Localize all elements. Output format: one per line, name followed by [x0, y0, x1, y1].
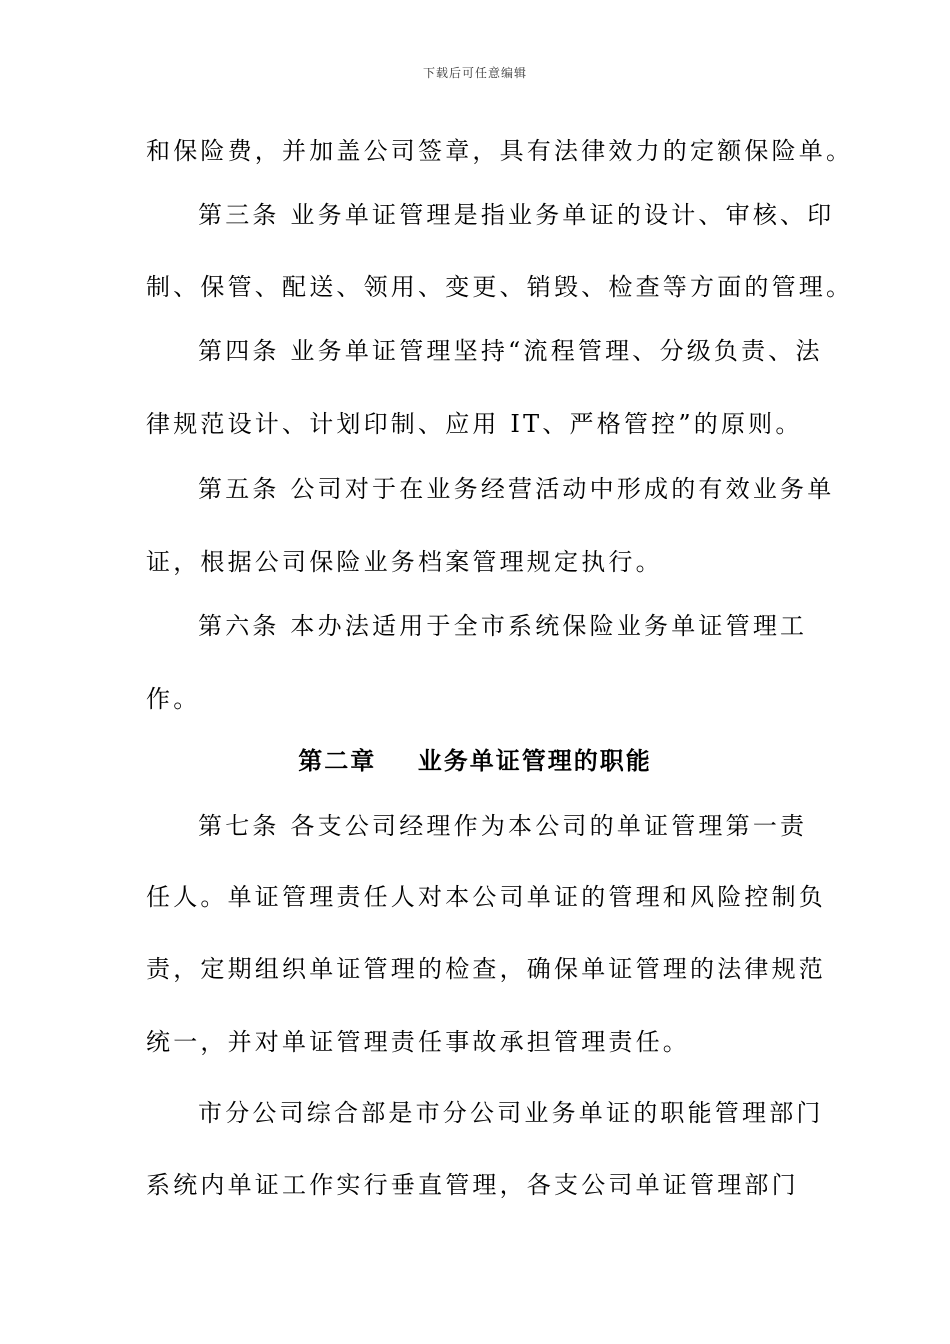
article-5-line: 第五条 公司对于在业务经营活动中形成的有效业务单 [198, 475, 835, 503]
chapter-heading: 第二章 业务单证管理的职能 [298, 746, 652, 775]
paragraph-line: 统一，并对单证管理责任事故承担管理责任。 [146, 1028, 690, 1056]
article-4-line: 第四条 业务单证管理坚持“流程管理、分级负责、法 [198, 337, 823, 365]
paragraph-line: 任人。单证管理责任人对本公司单证的管理和风险控制负 [146, 883, 826, 911]
paragraph-line: 制、保管、配送、领用、变更、销毁、检查等方面的管理。 [146, 273, 854, 301]
paragraph-line: 律规范设计、计划印制、应用 IT、严格管控”的原则。 [146, 410, 803, 438]
article-6-line: 第六条 本办法适用于全市系统保险业务单证管理工 [198, 612, 808, 640]
paragraph-line: 作。 [146, 685, 201, 713]
page-header: 下载后可任意编辑 [422, 66, 527, 80]
paragraph-line: 和保险费，并加盖公司签章，具有法律效力的定额保险单。 [146, 137, 854, 165]
paragraph-line: 系统内单证工作实行垂直管理，各支公司单证管理部门 [146, 1171, 799, 1199]
article-7-line: 第七条 各支公司经理作为本公司的单证管理第一责 [198, 812, 808, 840]
article-3-line: 第三条 业务单证管理是指业务单证的设计、审核、印 [198, 201, 835, 229]
paragraph-line: 市分公司综合部是市分公司业务单证的职能管理部门 [198, 1099, 824, 1127]
paragraph-line: 责，定期组织单证管理的检查，确保单证管理的法律规范 [146, 955, 826, 983]
paragraph-line: 证，根据公司保险业务档案管理规定执行。 [146, 548, 663, 576]
